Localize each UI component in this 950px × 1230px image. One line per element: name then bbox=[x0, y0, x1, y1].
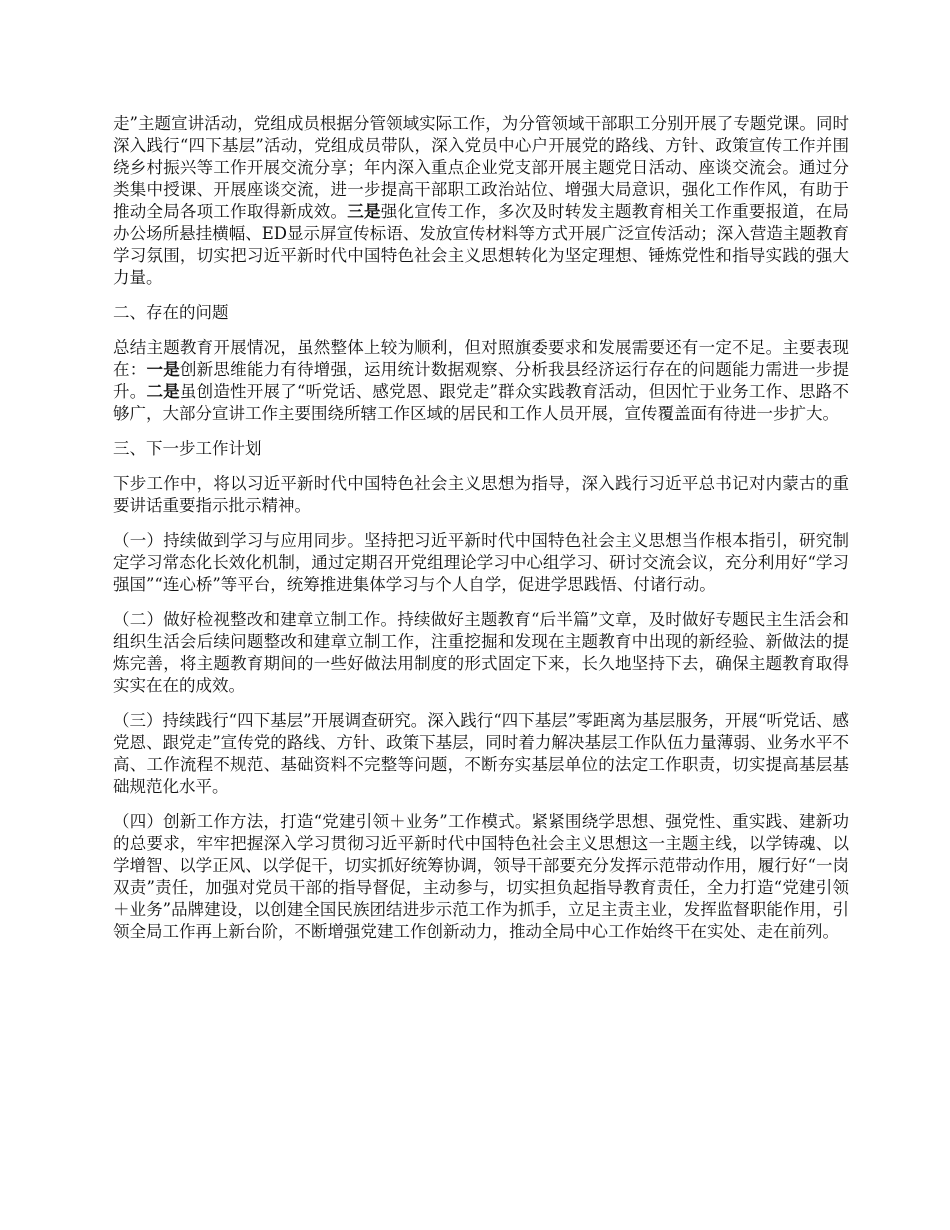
paragraph-text: 总结主题教育开展情况，虽然整体上较为顺利，但对照旗委要求和发展需要还有一定不足。主要表现在： bbox=[113, 338, 849, 379]
paragraph-text: 强化宣传工作，多次及时转发主题教育相关工作重要报道，在局办公场所悬挂横幅、ED显示屏宣传标语、发放宣传材料等方式开展广泛宣传活动；深入营造主题教育学习氛围，切实把习近平新时代中国特色社会主义思想转化为坚定理想、锤炼党性和指导实践的强大力量。 bbox=[113, 202, 850, 287]
section-heading-problems: 二、存在的问题 bbox=[113, 303, 229, 322]
bold-marker-third: 三是 bbox=[347, 202, 381, 221]
paragraph-plan-item-3: （三）持续践行“四下基层”开展调查研究。深入践行“四下基层”零距离为基层服务，开展“听党话、感党恩、跟党走”宣传党的路线、方针、政策下基层，同时着力解决基层工作队伍力量薄弱、业务水平不高、工作流程不规范、基础资料不完整等问题，不断夯实基层单位的法定工作职责，切实提高基层基础规范化水平。 bbox=[113, 711, 849, 796]
paragraph-text: 走”主题宣讲活动，党组成员根据分管领域实际工作，为分管领域干部职工分别开展了专题党课。同时深入践行“四下基层”活动，党组成员带队，深入党员中心户开展党的路线、方针、政策宣传工作并围绕乡村振兴等工作开展交流分享；年内深入重点企业党支部开展主题党日活动、座谈交流会。通过分类集中授课、开展座谈交流，进一步提高干部职工政治站位、增强大局意识，强化工作作风，有助于推动全局各项工作取得新成效。 bbox=[113, 114, 849, 221]
paragraph-text: 虽创造性开展了“听党话、感党恩、跟党走”群众实践教育活动，但因忙于业务工作、思路不够广，大部分宣讲工作主要围绕所辖工作区域的居民和工作人员开展，宣传覆盖面有待进一步扩大。 bbox=[113, 382, 849, 423]
paragraph-plan-item-2: （二）做好检视整改和建章立制工作。持续做好主题教育“后半篇”文章，及时做好专题民主生活会和组织生活会后续问题整改和建章立制工作，注重挖掘和发现在主题教育中出现的新经验、新做法的提炼完善，将主题教育期间的一些好做法用制度的形式固定下来，长久地坚持下去，确保主题教育取得实实在在的成效。 bbox=[113, 610, 849, 695]
document-page bbox=[113, 113, 849, 956]
paragraph-text: 创新思维能力有待增强，运用统计数据观察、分析我县经济运行存在的问题能力需进一步提升。 bbox=[113, 360, 850, 401]
paragraph-publicity-work bbox=[113, 113, 849, 289]
paragraph-plan-item-1: （一）持续做到学习与应用同步。坚持把习近平新时代中国特色社会主义思想当作根本指引，研究制定学习常态化长效化机制，通过定期召开党组理论学习中心组学习、研讨交流会议，充分利用好“学习强国”“连心桥”等平台，统筹推进集体学习与个人自学，促进学思践悟、付诸行动。 bbox=[113, 531, 849, 594]
bold-marker-second: 二是 bbox=[146, 382, 180, 401]
paragraph-plan-item-4: （四）创新工作方法，打造“党建引领＋业务”工作模式。紧紧围绕学思想、强党性、重实践、建新功的总要求，牢牢把握深入学习贯彻习近平新时代中国特色社会主义思想这一主题主线，以学铸魂、以学增智、以学正风、以学促干，切实抓好统筹协调，领导干部要充分发挥示范带动作用，履行好“一岗双责”责任，加强对党员干部的指导督促，主动参与，切实担负起指导教育责任，全力打造“党建引领＋业务”品牌建设，以创建全国民族团结进步示范工作为抓手，立足主责主业，发挥监督职能作用，引领全局工作再上新台阶，不断增强党建工作创新动力，推动全局中心工作始终干在实处、走在前列。 bbox=[113, 812, 849, 941]
section-heading-next-plan: 三、下一步工作计划 bbox=[113, 439, 262, 458]
paragraph-plan-intro: 下步工作中，将以习近平新时代中国特色社会主义思想为指导，深入践行习近平总书记对内蒙古的重要讲话重要指示批示精神。 bbox=[113, 474, 849, 515]
bold-marker-first: 一是 bbox=[146, 360, 180, 379]
paragraph-problems bbox=[113, 337, 849, 425]
